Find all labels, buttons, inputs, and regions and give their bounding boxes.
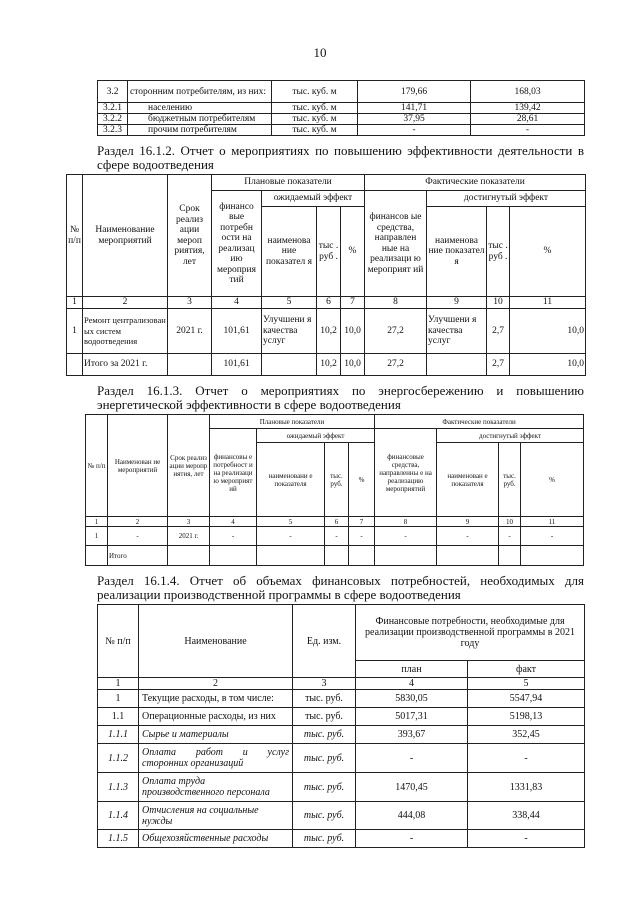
row-value-1: 179,66: [358, 81, 471, 103]
table-row: [98, 708, 585, 726]
col-number: 2: [83, 297, 168, 309]
row-unit: тыс. куб. м: [272, 103, 358, 114]
total-label: Итого: [108, 546, 168, 566]
row-unit: тыс. руб.: [293, 726, 356, 744]
col-header-name: Наименован ие мероприятий: [108, 415, 168, 517]
row-unit: тыс. куб. м: [272, 114, 358, 125]
table-row: [67, 309, 586, 354]
col-header-finance-fact: финансовые средства, направленны е на реализацию мероприятий: [375, 429, 437, 517]
table-row: [98, 802, 585, 830]
table-row: [98, 690, 585, 708]
row-number: 3.2.3: [98, 125, 128, 136]
total-finance-fact: 27,2: [365, 354, 427, 376]
consumption-table: [97, 80, 585, 136]
col-header-term: Срок реализ ации мероп риятия, лет: [168, 175, 212, 297]
row-plan: 1470,45: [356, 773, 468, 802]
row-fact: 352,45: [468, 726, 585, 744]
row-value-2: 28,61: [471, 114, 585, 125]
row-achieved-name: -: [437, 527, 499, 546]
col-number: 9: [437, 517, 499, 527]
column-numbers-row: [98, 678, 585, 690]
col-number: 3: [168, 517, 210, 527]
row-unit: тыс. руб.: [293, 773, 356, 802]
row-value-1: 141,71: [358, 103, 471, 114]
col-number: 7: [349, 517, 375, 527]
col-header-achieved: достигнутый эффект: [427, 191, 586, 207]
row-number: 3.2.2: [98, 114, 128, 125]
col-header-rub-2: тыс . руб .: [487, 207, 510, 297]
total-achieved-pct: 10,0: [510, 354, 586, 376]
column-numbers-row: [86, 517, 584, 527]
row-plan: 444,08: [356, 802, 468, 830]
table-row: [98, 114, 585, 125]
row-number: 3.2: [98, 81, 128, 103]
total-row: [67, 354, 586, 376]
col-header-needs: Финансовые потребности, необходимые для реализации производственной программы в 2021 году: [356, 605, 585, 661]
section-heading-16-1-4: Раздел 16.1.4. Отчет об объемах финансовых потребностей, необходимых для реализации производственной программы в сфере водоотведения: [97, 573, 584, 602]
table-row: [98, 125, 585, 136]
row-fact: 1331,83: [468, 773, 585, 802]
row-name: [139, 744, 293, 773]
table-row: [86, 527, 584, 546]
row-achieved-rub: -: [499, 527, 521, 546]
row-plan: 393,67: [356, 726, 468, 744]
col-number: 1: [67, 297, 83, 309]
header-row: [67, 175, 586, 191]
col-header-term: Срок реализ ации меропр иятия, лет: [168, 415, 210, 517]
section-heading-16-1-2: Раздел 16.1.2. Отчет о мероприятиях по повышению эффективности деятельности в сфере водоотведения: [97, 143, 584, 172]
col-number: 3: [293, 678, 356, 690]
row-value-1: -: [358, 125, 471, 136]
row-unit: тыс. руб.: [293, 708, 356, 726]
row-achieved-name: Улучшени я качества услуг: [427, 309, 487, 354]
row-plan: -: [356, 744, 468, 773]
row-name: Ремонт централизован ых систем водоотведения: [83, 309, 168, 354]
row-name: бюджетным потребителям: [128, 114, 272, 125]
col-header-unit: Ед. изм.: [293, 605, 356, 678]
col-header-num: № п/п: [98, 605, 139, 678]
row-effect-rub: -: [325, 527, 349, 546]
row-plan: 5017,31: [356, 708, 468, 726]
col-number: 1: [86, 517, 108, 527]
col-number: 8: [375, 517, 437, 527]
row-fact: 5198,13: [468, 708, 585, 726]
col-header-finance-fact: финансов ые средства, направлен ные на реализаци ю мероприят ий: [365, 191, 427, 297]
col-header-fact: факт: [468, 661, 585, 678]
financial-needs-table: [97, 604, 585, 848]
col-number: 9: [427, 297, 487, 309]
row-name: Сырье и материалы: [139, 726, 293, 744]
table-row: [98, 726, 585, 744]
col-header-num: № п/п: [86, 415, 108, 517]
col-number: 5: [468, 678, 585, 690]
col-number: 6: [317, 297, 341, 309]
col-header-finance-plan: финансо вые потребн ости на реализац ию мероприя тий: [212, 191, 262, 297]
col-number: 6: [325, 517, 349, 527]
row-name: Отчисления на социальные нужды: [139, 802, 293, 830]
row-achieved-pct: -: [521, 527, 584, 546]
row-name: Оплата труда производственного персонала: [139, 773, 293, 802]
row-finance-fact: -: [375, 527, 437, 546]
col-header-effect-name: наименовани е показателя: [257, 443, 325, 517]
row-fact: -: [468, 744, 585, 773]
row-name: -: [108, 527, 168, 546]
row-unit: тыс. руб.: [293, 830, 356, 848]
row-achieved-pct: 10,0: [510, 309, 586, 354]
table-row: [98, 744, 585, 773]
header-row: [86, 415, 584, 429]
total-label: Итого за 2021 г.: [83, 354, 168, 376]
row-name: сторонним потребителям, из них:: [128, 81, 272, 103]
row-number: 1.1.4: [98, 802, 139, 830]
col-header-name: Наименование: [139, 605, 293, 678]
row-effect-name: -: [257, 527, 325, 546]
col-header-plan: план: [356, 661, 468, 678]
col-header-effect-name-2: наименова ние показател я: [427, 207, 487, 297]
row-name: Общехозяйственные расходы: [139, 830, 293, 848]
col-header-pct: %: [349, 443, 375, 517]
total-effect-pct: 10,0: [341, 354, 365, 376]
row-name: населению: [128, 103, 272, 114]
row-name-line: сторонних организаций: [142, 758, 244, 769]
row-number: 1.1: [98, 708, 139, 726]
row-plan: 5830,05: [356, 690, 468, 708]
row-unit: тыс. куб. м: [272, 125, 358, 136]
col-header-rub: тыс . руб .: [317, 207, 341, 297]
total-achieved-rub: 2,7: [487, 354, 510, 376]
col-header-planned: Плановые показатели: [212, 175, 365, 191]
total-row: [86, 546, 584, 566]
row-plan: -: [356, 830, 468, 848]
col-header-effect-name-2: наименован е показателя: [437, 443, 499, 517]
row-number: 1.1.5: [98, 830, 139, 848]
table-row: [98, 81, 585, 103]
col-number: 5: [257, 517, 325, 527]
row-unit: тыс. руб.: [293, 802, 356, 830]
col-number: 2: [108, 517, 168, 527]
col-number: 4: [356, 678, 468, 690]
row-value-1: 37,95: [358, 114, 471, 125]
row-number: 1: [67, 309, 83, 354]
col-header-actual: Фактические показатели: [375, 415, 584, 429]
row-name: Операционные расходы, из них: [139, 708, 293, 726]
row-effect-pct: -: [349, 527, 375, 546]
row-finance-fact: 27,2: [365, 309, 427, 354]
col-number: 11: [521, 517, 584, 527]
row-effect-pct: 10,0: [341, 309, 365, 354]
col-number: 2: [139, 678, 293, 690]
page-number: 10: [313, 45, 327, 60]
col-number: 4: [212, 297, 262, 309]
col-number: 11: [510, 297, 586, 309]
row-value-2: 168,03: [471, 81, 585, 103]
efficiency-measures-table: [66, 174, 586, 376]
section-heading-16-1-3: Раздел 16.1.3. Отчет о мероприятиях по энергосбережению и повышению энергетической эффективности в сфере водоотведения: [97, 383, 584, 412]
table-row: [98, 773, 585, 802]
row-number: 1: [98, 690, 139, 708]
row-number: 3.2.1: [98, 103, 128, 114]
header-row: [98, 605, 585, 661]
row-effect-rub: 10,2: [317, 309, 341, 354]
col-header-finance-plan: финансовы е потребност и на реализаци ю мероприят ий: [210, 429, 257, 517]
row-finance-plan: 101,61: [212, 309, 262, 354]
col-number: 8: [365, 297, 427, 309]
row-number: 1.1.2: [98, 744, 139, 773]
col-number: 5: [262, 297, 317, 309]
total-finance-plan: 101,61: [212, 354, 262, 376]
col-header-rub: тыс. руб.: [325, 443, 349, 517]
row-effect-name: Улучшени я качества услуг: [262, 309, 317, 354]
col-number: 7: [341, 297, 365, 309]
col-header-achieved: достигнутый эффект: [437, 429, 584, 443]
row-number: 1.1.3: [98, 773, 139, 802]
row-fact: 5547,94: [468, 690, 585, 708]
row-achieved-rub: 2,7: [487, 309, 510, 354]
row-number: 1.1.1: [98, 726, 139, 744]
col-header-name: Наименование мероприятий: [83, 175, 168, 297]
table-row: [98, 103, 585, 114]
row-fact: 338,44: [468, 802, 585, 830]
row-number: 1: [86, 527, 108, 546]
col-header-num: № п/п: [67, 175, 83, 297]
row-name: прочим потребителям: [128, 125, 272, 136]
row-unit: тыс. руб.: [293, 690, 356, 708]
col-number: 10: [499, 517, 521, 527]
col-header-pct: %: [341, 207, 365, 297]
col-header-planned: Плановые показатели: [210, 415, 375, 429]
col-number: 1: [98, 678, 139, 690]
col-header-rub-2: тыс. руб.: [499, 443, 521, 517]
row-term: 2021 г.: [168, 309, 212, 354]
table-row: [98, 830, 585, 848]
energy-saving-measures-table: [85, 414, 584, 566]
row-unit: тыс. куб. м: [272, 81, 358, 103]
row-unit: тыс. руб.: [293, 744, 356, 773]
row-value-2: 139,42: [471, 103, 585, 114]
col-header-pct-2: %: [521, 443, 584, 517]
col-header-actual: Фактические показатели: [365, 175, 586, 191]
col-header-expected: ожидаемый эффект: [257, 429, 375, 443]
row-finance-plan: -: [210, 527, 257, 546]
row-fact: -: [468, 830, 585, 848]
row-value-2: -: [471, 125, 585, 136]
col-header-expected: ожидаемый эффект: [262, 191, 365, 207]
row-term: 2021 г.: [168, 527, 210, 546]
col-header-pct-2: %: [510, 207, 586, 297]
col-number: 10: [487, 297, 510, 309]
column-numbers-row: [67, 297, 586, 309]
row-name: Текущие расходы, в том числе:: [139, 690, 293, 708]
col-number: 3: [168, 297, 212, 309]
col-header-effect-name: наименова ние показател я: [262, 207, 317, 297]
row-name-line: Оплата работ и услуг: [142, 747, 289, 758]
col-number: 4: [210, 517, 257, 527]
total-effect-rub: 10,2: [317, 354, 341, 376]
